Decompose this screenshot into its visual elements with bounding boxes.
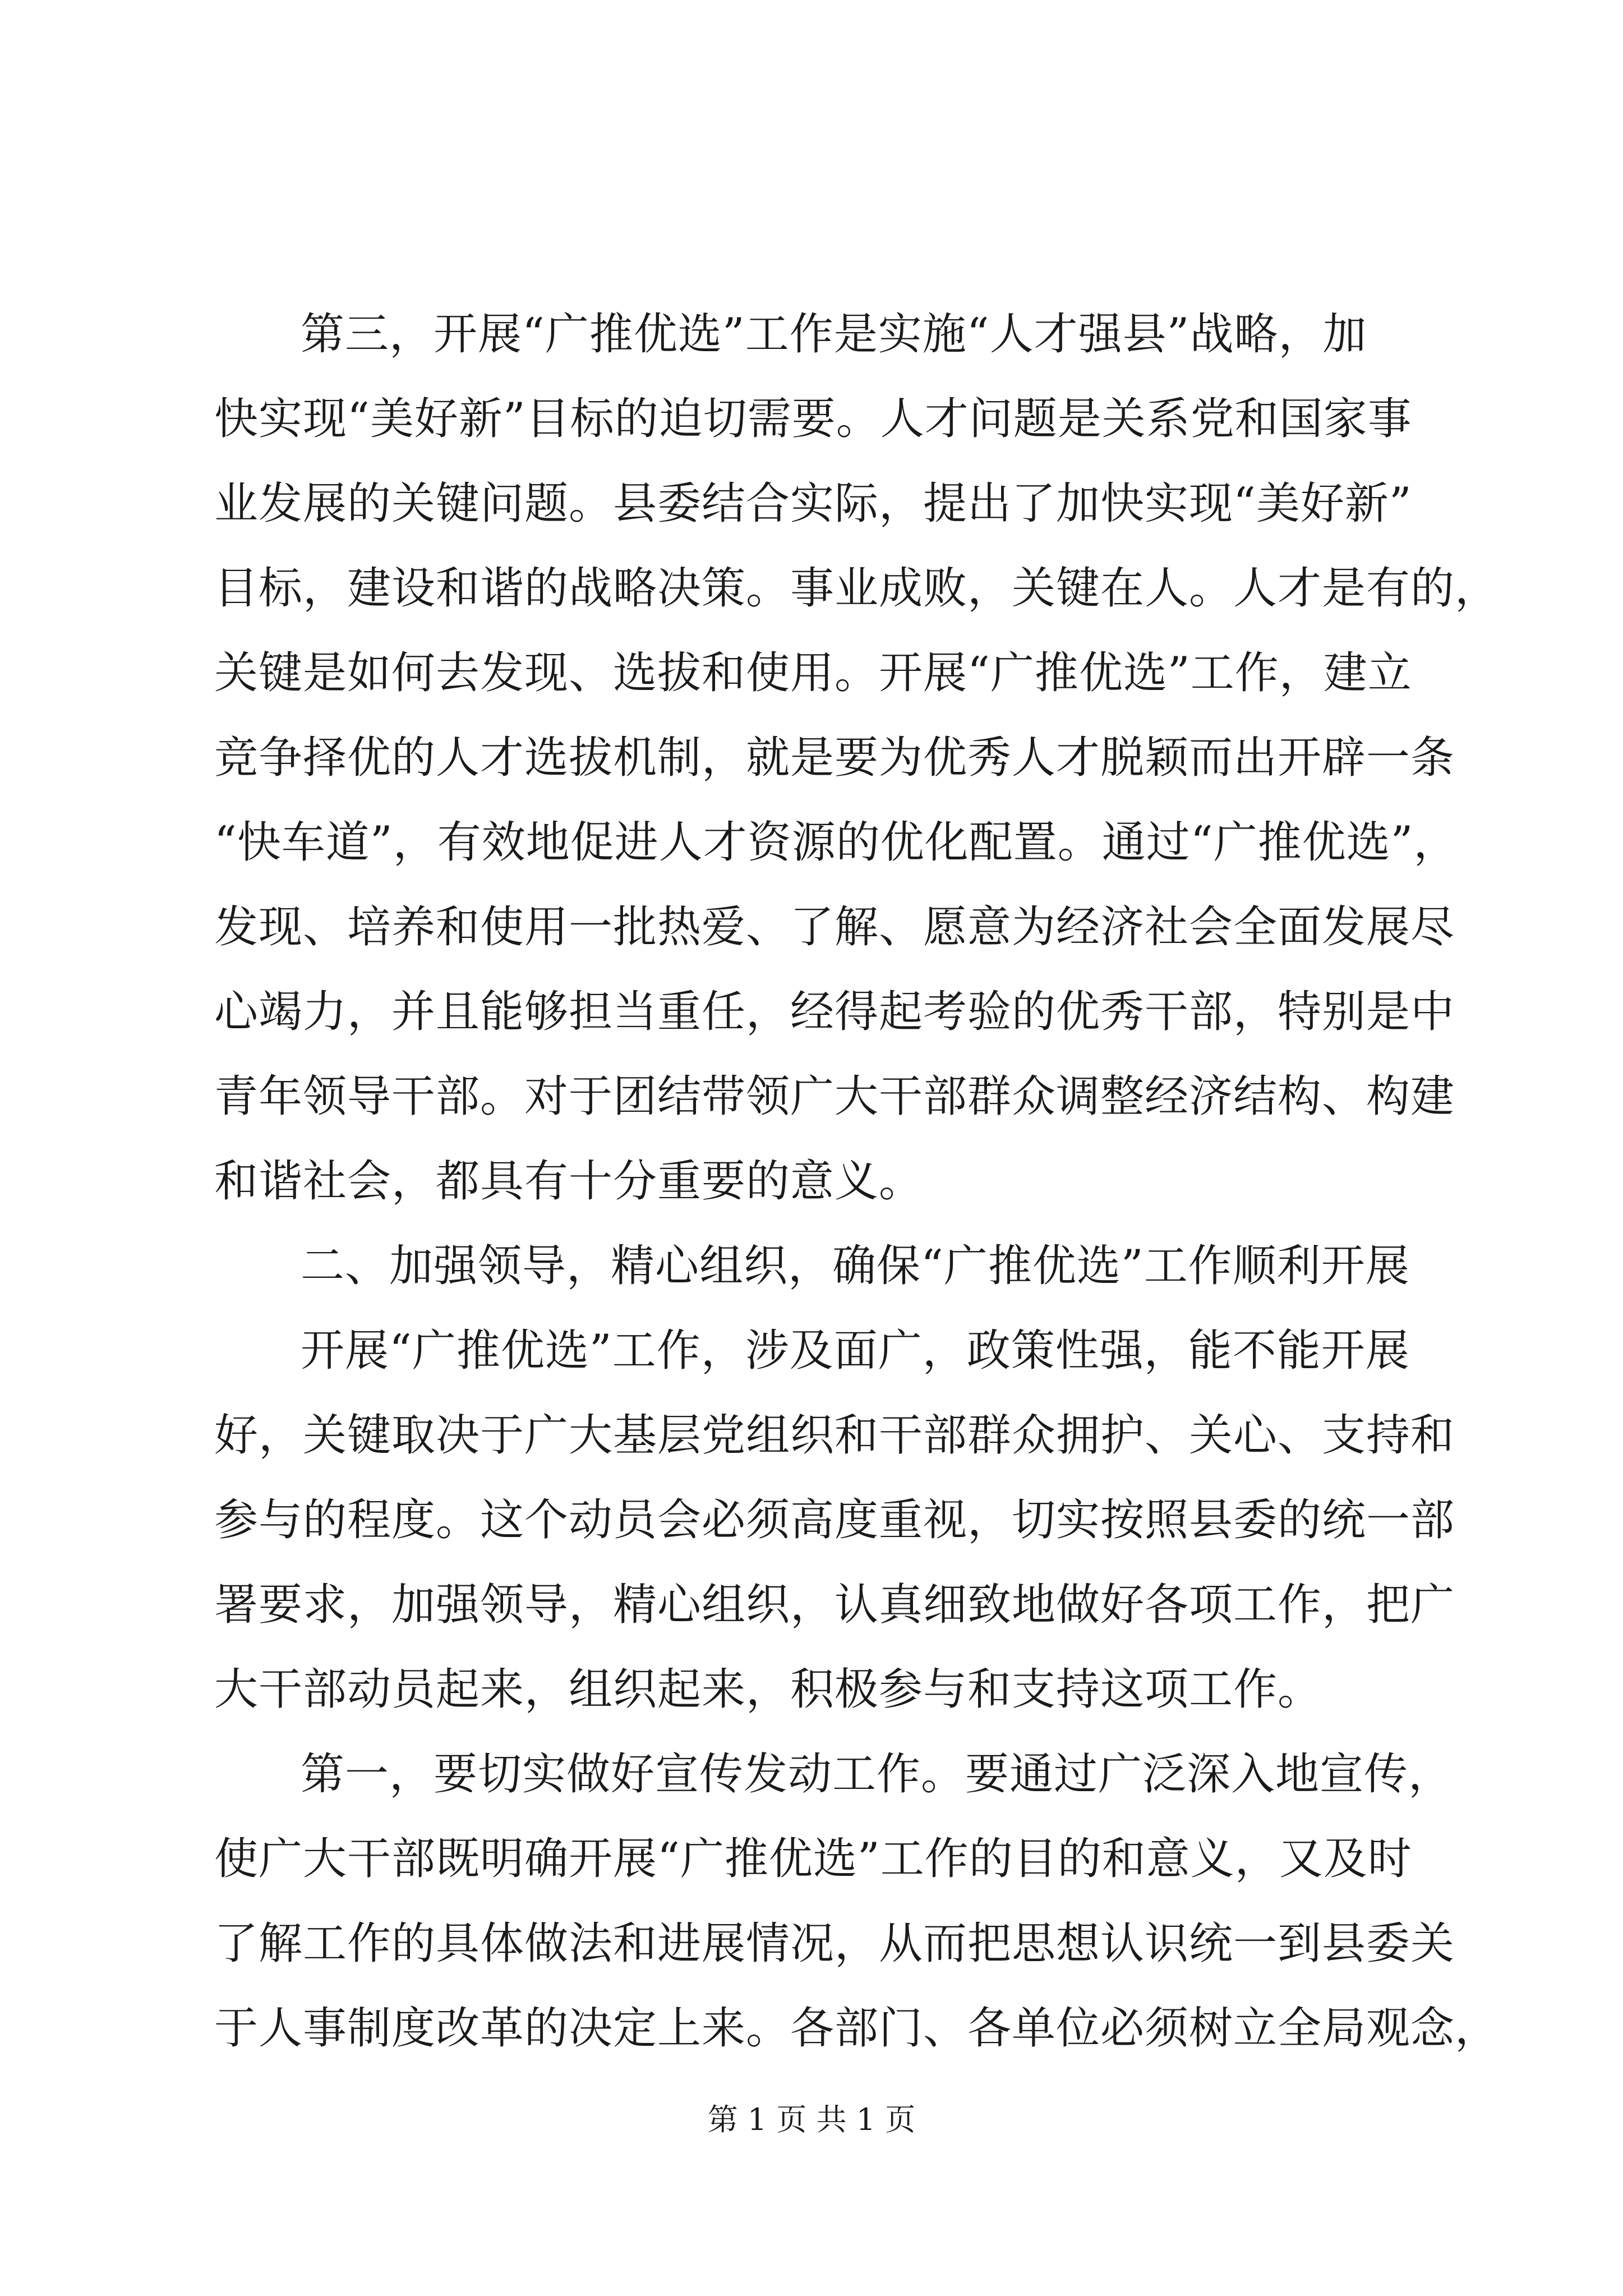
text-line-5: 关键是如何去发现、选拔和使用。开展“广推优选”工作，建立 — [214, 648, 1412, 698]
text-line-1: 第三，开展“广推优选”工作是实施“人才强县”战略，加 — [301, 309, 1367, 360]
text-line-2: 快实现“美好新”目标的迫切需要。人才问题是关系党和国家事 — [214, 394, 1412, 444]
text-line-7: “快车道”，有效地促进人才资源的优化配置。通过“广推优选”， — [214, 817, 1458, 868]
text-line-15: 参与的程度。这个动员会必须高度重视，切实按照县委的统一部 — [214, 1495, 1455, 1545]
text-line-21: 于人事制度改革的决定上来。各部门、各单位必须树立全局观念， — [214, 2003, 1500, 2054]
text-line-8: 发现、培养和使用一批热爱、了解、愿意为经济社会全面发展尽 — [214, 902, 1455, 953]
text-line-16: 署要求，加强领导，精心组织，认真细致地做好各项工作，把广 — [214, 1580, 1455, 1630]
text-line-6: 竞争择优的人才选拔机制，就是要为优秀人才脱颖而出开辟一条 — [214, 733, 1455, 783]
text-line-3: 业发展的关键问题。县委结合实际，提出了加快实现“美好新” — [214, 478, 1412, 529]
text-line-9: 心竭力，并且能够担当重任，经得起考验的优秀干部，特别是中 — [214, 987, 1455, 1037]
page-footer: 第 1 页 共 1 页 — [707, 2102, 916, 2137]
text-line-10: 青年领导干部。对于团结带领广大干部群众调整经济结构、构建 — [214, 1071, 1455, 1122]
text-line-14: 好，关键取决于广大基层党组织和干部群众拥护、关心、支持和 — [214, 1410, 1455, 1461]
text-line-11: 和谐社会，都具有十分重要的意义。 — [214, 1156, 924, 1207]
text-line-20: 了解工作的具体做法和进展情况，从而把思想认识统一到县委关 — [214, 1918, 1455, 1969]
text-line-19: 使广大干部既明确开展“广推优选”工作的目的和意义，又及时 — [214, 1834, 1412, 1884]
text-line-18: 第一，要切实做好宣传发动工作。要通过广泛深入地宣传， — [301, 1749, 1453, 1800]
text-line-13: 开展“广推优选”工作，涉及面广，政策性强，能不能开展 — [301, 1326, 1410, 1376]
text-line-17: 大干部动员起来，组织起来，积极参与和支持这项工作。 — [214, 1664, 1322, 1715]
section-heading: 二、加强领导，精心组织，确保“广推优选”工作顺利开展 — [301, 1241, 1410, 1291]
text-line-4: 目标，建设和谐的战略决策。事业成败，关键在人。人才是有的， — [214, 563, 1500, 614]
